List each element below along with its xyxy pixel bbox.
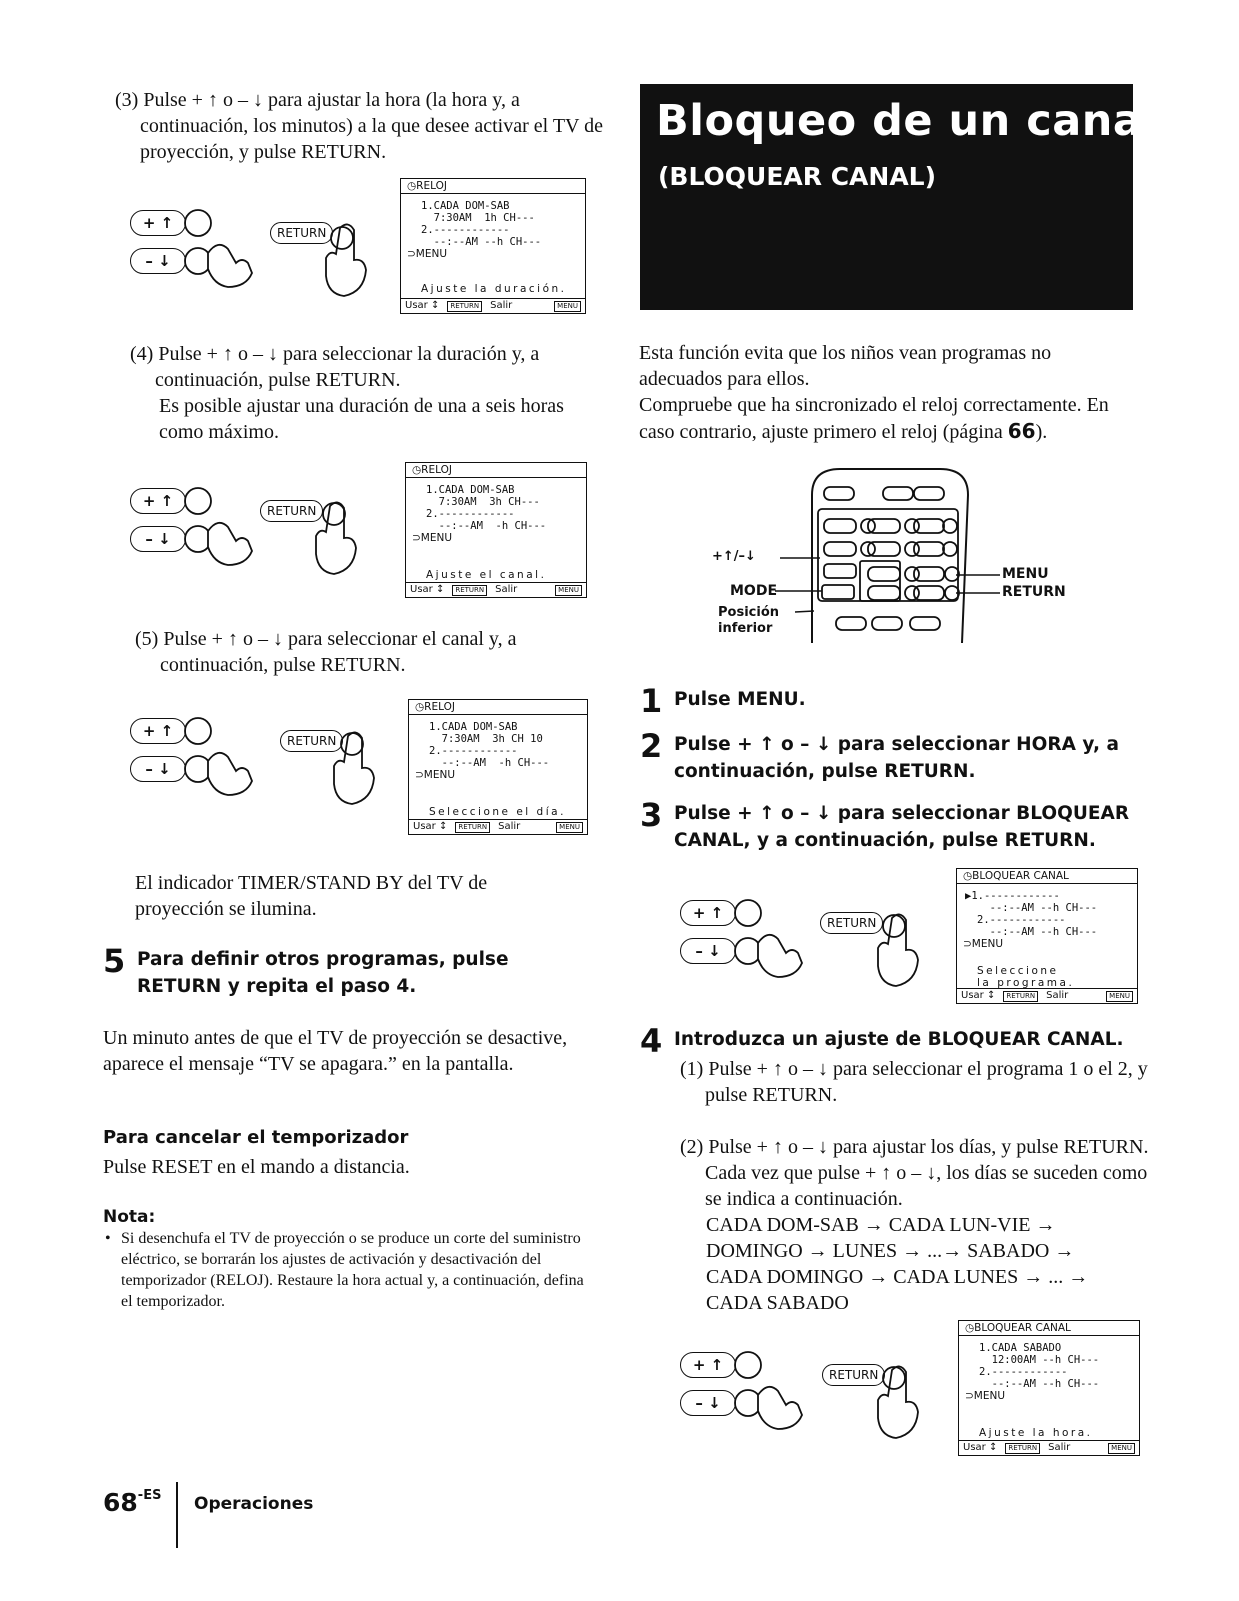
screen-line: ▶1.------------ [965,890,1060,902]
step-4 [640,1022,1140,1060]
step-text: Pulse + ↑ o – ↓ para seleccionar BLOQUEAR CANAL, y a continuación, pulse RETURN. [674,803,1130,851]
page-number-value: 68 [103,1488,138,1517]
screen-usar: Usar ↕ [963,1442,998,1453]
intro-text-2-main: Compruebe que ha sincronizado el reloj correctamente. En caso contrario, ajuste primero el reloj (página [639,394,1109,443]
plus-button: + ↑ [680,900,736,926]
plus-button: + ↑ [130,718,186,744]
sub-step-2: (2) Pulse + ↑ o – ↓ para ajustar los días, y pulse RETURN. Cada vez que pulse + ↑ o – ↓, los días se suceden como se indica a continuación. [680,1136,1149,1210]
screen-line: 2.------------ [426,508,515,520]
screen-header: ◷BLOQUEAR CANAL [957,869,1137,884]
step-3-text: (3) Pulse + ↑ o – ↓ para ajustar la hora (la hora y, a continuación, los minutos) a la que desee activar el TV de proyección, y pulse RETURN. [115,89,604,163]
mode-label: MODE [730,583,778,599]
return-chip-icon: RETURN [455,822,490,833]
screen-line: --:--AM -h CH--- [429,757,550,769]
return-chip-icon: RETURN [1003,991,1038,1002]
screen-salir: Salir [495,584,518,595]
screen-line: --:--AM --h CH--- [979,1378,1100,1390]
step-text: Pulse MENU. [674,689,806,710]
bullet-icon: • [105,1230,111,1247]
screen-message: Ajuste el canal. [426,569,547,581]
screen-line: 7:30AM 3h CH--- [426,496,540,508]
screen-message: Ajuste la duración. [421,283,567,295]
screen-footer [401,298,585,313]
osd-screen-reloj-1 [400,178,586,314]
minus-button: – ↓ [130,526,186,552]
screen-salir: Salir [1048,1442,1071,1453]
screen-salir: Salir [498,821,521,832]
pointing-hand-icon [130,480,380,590]
screen-usar: Usar ↕ [961,990,996,1001]
screen-line: 2.------------ [977,914,1066,926]
screen-menu-line: ⊃MENU [412,532,453,544]
return-button: RETURN [820,912,883,934]
footer-divider [176,1482,178,1548]
return-button: RETURN [260,500,323,522]
screen-message: Seleccione [977,965,1059,977]
osd-screen-bloquear-1 [956,868,1138,1004]
step-number: 4 [640,1022,663,1060]
menu-chip-icon: MENU [1106,991,1133,1002]
screen-line: 1.CADA DOM-SAB [426,484,515,496]
screen-line: 7:30AM 1h CH--- [421,212,535,224]
screen-menu-line: ⊃MENU [963,938,1004,950]
screen-footer [959,1440,1139,1455]
screen-line: --:--AM --h CH--- [977,926,1098,938]
screen-message: Seleccione el día. [429,806,566,818]
screen-message: Ajuste la hora. [979,1427,1093,1439]
sequence-line: CADA DOMINGO → CADA LUNES → ... → [706,1266,1089,1288]
nota-item [105,1228,585,1312]
screen-line: --:--AM --h CH--- [421,236,542,248]
screen-header: ◷RELOJ [406,463,586,478]
page-number [103,1488,161,1517]
screen-line: 2.------------ [421,224,510,236]
plus-minus-label: +↑/–↓ [712,549,756,564]
plus-button: + ↑ [130,488,186,514]
plus-button: + ↑ [130,210,186,236]
screen-menu-line: ⊃MENU [965,1390,1006,1402]
screen-footer [409,819,587,834]
pointing-hand-icon [680,888,940,998]
posicion-label: Posición [718,605,780,620]
osd-screen-bloquear-2 [958,1320,1140,1456]
screen-usar: Usar ↕ [413,821,448,832]
plus-button: + ↑ [680,1352,736,1378]
screen-line: 2.------------ [429,745,518,757]
osd-screen-reloj-3 [408,699,588,835]
step-text: Introduzca un ajuste de BLOQUEAR CANAL. [674,1029,1124,1050]
menu-label: MENU [1002,566,1049,582]
step-4-note: Es posible ajustar una duración de una a seis horas como máximo. [159,395,564,443]
return-chip-icon: RETURN [447,301,482,312]
return-button: RETURN [280,730,343,752]
screen-footer [406,582,586,597]
sub-step-1: (1) Pulse + ↑ o – ↓ para seleccionar el programa 1 o el 2, y pulse RETURN. [680,1058,1148,1106]
intro-text-2-end: ). [1035,421,1048,443]
nota-heading: Nota: [103,1207,156,1227]
screen-message: la programa. [977,977,1075,989]
step-heading-text: Para definir otros programas, pulse RETURN y repita el paso 4. [137,949,509,997]
step-4-text: (4) Pulse + ↑ o – ↓ para seleccionar la duración y, a continuación, pulse RETURN. [130,343,540,391]
minus-button: – ↓ [680,938,736,964]
screen-header: ◷RELOJ [401,179,585,194]
indicator-text: El indicador TIMER/STAND BY del TV de proyección se ilumina. [135,872,488,920]
screen-header: ◷RELOJ [409,700,587,715]
screen-menu-line: ⊃MENU [415,769,456,781]
screen-usar: Usar ↕ [405,300,440,311]
screen-usar: Usar ↕ [410,584,445,595]
menu-chip-icon: MENU [555,585,582,596]
menu-chip-icon: MENU [1108,1443,1135,1454]
minus-button: – ↓ [130,756,186,782]
screen-line: --:--AM -h CH--- [426,520,547,532]
step-3 [640,796,1130,854]
return-button: RETURN [822,1364,885,1386]
screen-line: 1.CADA DOM-SAB [421,200,510,212]
intro-text-2 [639,392,1134,445]
screen-header: ◷BLOQUEAR CANAL [959,1321,1139,1336]
cancel-heading: Para cancelar el temporizador [103,1127,409,1148]
step-1 [640,682,1130,720]
screen-salir: Salir [490,300,513,311]
step-5-text: (5) Pulse + ↑ o – ↓ para seleccionar el canal y, a continuación, pulse RETURN. [135,628,517,676]
remote-control-diagram [700,465,1100,645]
button-illustration-1 [130,198,380,308]
step-text: Pulse + ↑ o – ↓ para seleccionar HORA y, a continuación, pulse RETURN. [674,734,1119,782]
return-label: RETURN [1002,584,1066,600]
inferior-label: inferior [718,621,773,636]
osd-screen-reloj-2 [405,462,587,598]
day-sequence [706,1212,1136,1316]
pointing-hand-icon [130,710,380,820]
screen-line: 7:30AM 3h CH 10 [429,733,543,745]
page-number-suffix: -ES [137,1488,162,1503]
banner-title: Bloqueo de un canal [656,96,1158,146]
pointing-hand-icon [130,198,380,308]
title-banner [640,84,1158,310]
screen-line: 1.CADA SABADO [979,1342,1062,1354]
sequence-line: CADA SABADO [706,1292,849,1314]
sequence-line: CADA DOM-SAB → CADA LUN-VIE → [706,1214,1056,1236]
menu-chip-icon: MENU [556,822,583,833]
menu-chip-icon: MENU [554,301,581,312]
cancel-text: Pulse RESET en el mando a distancia. [103,1156,410,1178]
minus-button: – ↓ [680,1390,736,1416]
intro-text-1: Esta función evita que los niños vean programas no adecuados para ellos. [639,342,1052,390]
screen-footer [957,988,1137,1003]
pointing-hand-icon [680,1340,940,1450]
screen-line: 1.CADA DOM-SAB [429,721,518,733]
screen-salir: Salir [1046,990,1069,1001]
button-illustration-5 [680,1340,940,1450]
button-illustration-2 [130,480,380,590]
banner-subtitle: (BLOQUEAR CANAL) [658,162,937,191]
section-name: Operaciones [194,1494,314,1514]
screen-line: --:--AM --h CH--- [977,902,1098,914]
button-illustration-4 [680,888,940,998]
step-number: 2 [640,727,663,765]
nota-text: Si desenchufa el TV de proyección o se produce un corte del suministro eléctrico, se borrarán los ajustes de activación y desactivación del temporizador (RELOJ). Restaure la hora actual y, a continuación, defina el temporizador. [121,1230,584,1310]
step-2 [640,727,1130,785]
step-number: 3 [640,796,663,834]
screen-menu-line: ⊃MENU [407,248,448,260]
step-number: 5 [103,942,126,980]
screen-line: 12:00AM --h CH--- [979,1354,1100,1366]
page-reference: 66 [1007,419,1036,443]
return-chip-icon: RETURN [452,585,487,596]
step-number: 1 [640,682,663,720]
screen-line: 2.------------ [979,1366,1068,1378]
return-button: RETURN [270,222,333,244]
minus-button: – ↓ [130,248,186,274]
sequence-line: DOMINGO → LUNES → ...→ SABADO → [706,1240,1075,1262]
return-chip-icon: RETURN [1005,1443,1040,1454]
minute-message-text: Un minuto antes de que el TV de proyección se desactive, aparece el mensaje “TV se apagara.” en la pantalla. [103,1027,568,1075]
step-5-heading [103,942,598,1000]
button-illustration-3 [130,710,380,820]
